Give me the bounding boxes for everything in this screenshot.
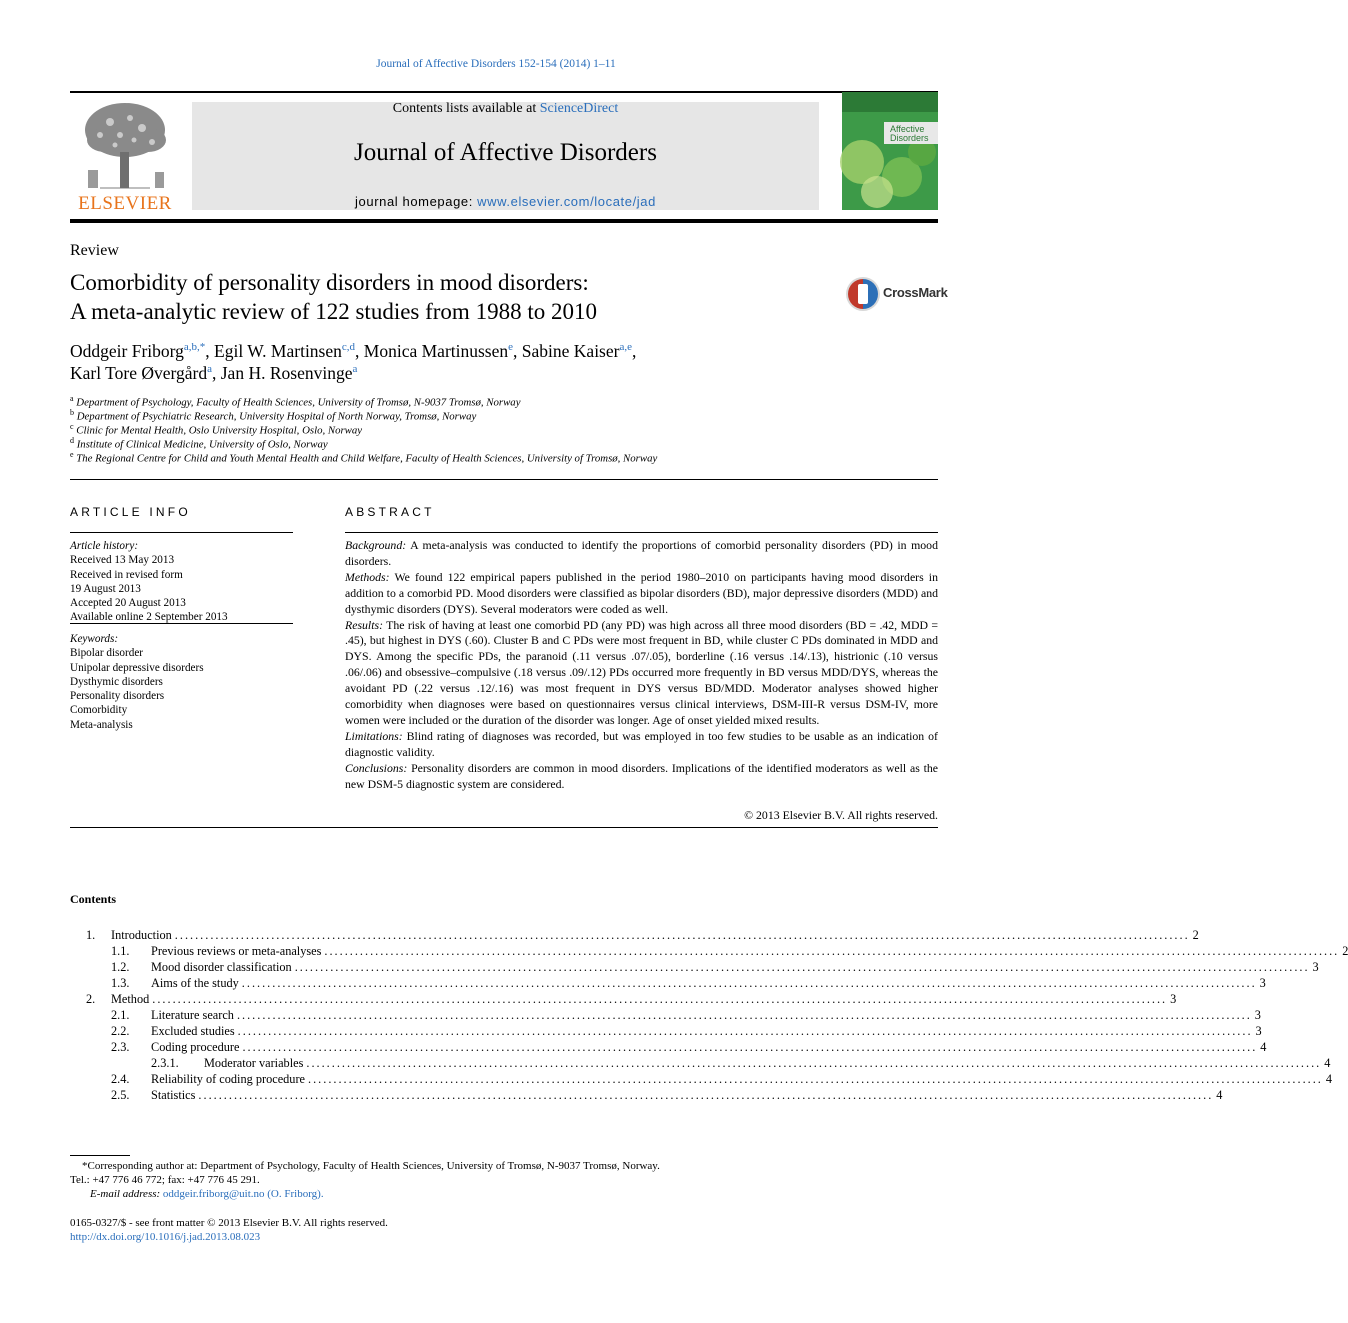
- toc-item-number: 2.: [86, 992, 96, 1006]
- toc-item-title: Introduction: [111, 928, 172, 942]
- cover-title-line1: Affective: [890, 124, 925, 134]
- author-name[interactable]: Karl Tore Øvergård: [70, 363, 208, 383]
- journal-citation[interactable]: Journal of Affective Disorders 152-154 (2014) 1–11: [376, 58, 616, 70]
- crossmark-badge[interactable]: [845, 276, 948, 312]
- affiliation-key: b: [70, 408, 74, 417]
- keyword-item: Comorbidity: [70, 704, 128, 717]
- affiliation-text: Institute of Clinical Medicine, University of Oslo, Norway: [76, 438, 328, 451]
- toc-item-page: 3: [1254, 1008, 1261, 1022]
- toc-item-title: Excluded studies: [151, 1024, 235, 1038]
- toc-item-page: 4: [1216, 1088, 1223, 1102]
- affiliation-key: d: [70, 436, 74, 445]
- elsevier-wordmark: ELSEVIER: [78, 193, 172, 214]
- toc-leader-dots: ........................................................................................................................................................................................................: [174, 928, 1190, 942]
- toc-item-title: Statistics: [151, 1088, 196, 1102]
- toc-item-number: 2.3.: [111, 1040, 130, 1054]
- abstract-section-text: We found 122 empirical papers published in the period 1980–2010 on participants having mood disorders in addition to a comorbid PD. Mood disorders were classified as bipolar disorders (BD), major depressive disorders (MDD) and dysthymic disorders (DYS). Several moderators were coded as well.: [345, 569, 938, 616]
- cover-title-line2: Disorders: [890, 133, 929, 143]
- abstract-section: [345, 761, 938, 793]
- email-note: [90, 1188, 324, 1200]
- toc-item[interactable]: [0, 1056, 1331, 1072]
- toc-item[interactable]: [0, 1088, 1223, 1104]
- abstract-section-label: Conclusions:: [345, 760, 408, 775]
- author-affiliation-marker[interactable]: c,d: [341, 341, 356, 354]
- toc-item-page: 4: [1325, 1072, 1333, 1086]
- author-name[interactable]: Monica Martinussen: [363, 341, 509, 361]
- toc-item-number: 1.1.: [111, 944, 130, 958]
- author-separator: ,: [513, 341, 522, 361]
- abstract-section: [345, 570, 938, 618]
- toc-item-page: 2: [1342, 944, 1348, 958]
- abstract-rule: [345, 532, 938, 533]
- history-item: 19 August 2013: [70, 582, 141, 595]
- toc-item-page: 2: [1192, 928, 1199, 942]
- toc-item-number: 1.2.: [111, 960, 130, 974]
- keywords-label: Keywords:: [70, 633, 119, 645]
- crossmark-label: CrossMark: [883, 285, 948, 300]
- toc-item-title: Mood disorder classification: [151, 960, 292, 974]
- keyword-item: Meta-analysis: [70, 718, 133, 731]
- abstract-heading: ABSTRACT: [345, 505, 435, 519]
- toc-item-number: 2.3.1.: [151, 1056, 179, 1070]
- toc-leader-dots: ........................................................................................................................................................................................................: [306, 1056, 1322, 1070]
- homepage-prefix: journal homepage:: [355, 194, 478, 209]
- toc-item-title: Reliability of coding procedure: [151, 1072, 306, 1086]
- abstract-section-text: A meta-analysis was conducted to identify the proportions of comorbid personality disorders (PD) in mood disorders.: [345, 538, 938, 568]
- abstract-section-text: Personality disorders are common in mood disorders. Implications of the identified moderators as well as the new DSM-5 diagnostic system are considered.: [345, 760, 939, 791]
- article-title-line2: A meta-analytic review of 122 studies from 1988 to 2010: [70, 299, 597, 324]
- affiliation-text: Clinic for Mental Health, Oslo University Hospital, Oslo, Norway: [76, 424, 363, 437]
- toc-leader-dots: ........................................................................................................................................................................................................: [241, 976, 1257, 990]
- author-affiliation-marker[interactable]: e: [508, 341, 514, 354]
- journal-title: Journal of Affective Disorders: [354, 139, 657, 166]
- header-thick-rule: [70, 219, 938, 223]
- affiliation-text: Department of Psychology, Faculty of Health Sciences, University of Tromsø, N-9037 Tromsø, Norway: [76, 396, 521, 409]
- toc-item-page: 3: [1312, 960, 1319, 974]
- history-item: Received in revised form: [70, 568, 183, 581]
- crossmark-icon: [845, 276, 881, 312]
- keyword-item: Unipolar depressive disorders: [70, 661, 204, 674]
- toc-item-page: 4: [1324, 1056, 1331, 1070]
- author-separator: ,: [205, 341, 215, 361]
- toc-item-number: 1.: [86, 928, 96, 942]
- author-affiliation-marker[interactable]: a,b,*: [183, 341, 206, 354]
- toc-item-number: 2.2.: [111, 1024, 130, 1038]
- toc-item[interactable]: [0, 928, 1199, 944]
- contents-prefix: Contents lists available at: [392, 101, 540, 116]
- toc-item[interactable]: [0, 944, 1348, 960]
- toc-item-page: 3: [1259, 976, 1266, 990]
- contents-available-line: [192, 101, 819, 117]
- toc-leader-dots: ........................................................................................................................................................................................................: [324, 944, 1340, 958]
- toc-leader-dots: ........................................................................................................................................................................................................: [152, 992, 1168, 1006]
- article-title-line1: Comorbidity of personality disorders in mood disorders:: [70, 270, 589, 295]
- keywords-block: [70, 632, 293, 732]
- toc-leader-dots: ........................................................................................................................................................................................................: [242, 1040, 1258, 1054]
- affiliation-item: [70, 450, 657, 465]
- toc-item[interactable]: [0, 992, 1177, 1008]
- article-info-rule: [70, 532, 293, 533]
- author-name[interactable]: Egil W. Martinsen: [214, 341, 342, 361]
- keyword-item: Dysthymic disorders: [70, 675, 163, 688]
- author-list-line2: [70, 363, 357, 384]
- affiliation-item: [70, 408, 476, 423]
- author-affiliation-marker[interactable]: a: [352, 363, 358, 376]
- toc-item-title: Method: [111, 992, 150, 1006]
- toc-leader-dots: ........................................................................................................................................................................................................: [198, 1088, 1214, 1102]
- author-separator: ,: [355, 341, 364, 361]
- toc-leader-dots: ........................................................................................................................................................................................................: [294, 960, 1310, 974]
- keyword-item: Bipolar disorder: [70, 647, 144, 660]
- history-item: Available online 2 September 2013: [70, 611, 228, 624]
- abstract-section-label: Methods:: [345, 569, 390, 584]
- affiliation-key: c: [70, 422, 74, 431]
- article-type: Review: [70, 242, 119, 259]
- email-label: E-mail address:: [90, 1188, 161, 1200]
- article-history-label: Article history:: [70, 540, 139, 552]
- toc-item[interactable]: [0, 976, 1266, 992]
- author-separator: ,: [212, 363, 221, 383]
- abstract-section-text: Blind rating of diagnoses was recorded, but was employed in too few studies to be usable as an indication of diagnostic validity.: [345, 728, 938, 759]
- journal-homepage-line: [192, 194, 819, 209]
- affiliation-key: e: [70, 450, 74, 459]
- abstract-section-label: Limitations:: [345, 728, 403, 743]
- toc-item-page: 4: [1260, 1040, 1267, 1054]
- article-history: [70, 539, 293, 625]
- abstract-copyright: © 2013 Elsevier B.V. All rights reserved.: [744, 808, 938, 822]
- author-name[interactable]: Oddgeir Friborg: [70, 341, 184, 361]
- keyword-item: Personality disorders: [70, 690, 165, 703]
- author-list-line1: [70, 341, 636, 362]
- toc-item[interactable]: [0, 960, 1319, 976]
- issn-note: 0165-0327/$ - see front matter © 2013 Elsevier B.V. All rights reserved.: [70, 1217, 388, 1229]
- tel-fax-note: Tel.: +47 776 46 772; fax: +47 776 45 291.: [70, 1174, 260, 1186]
- abstract-section: [345, 538, 938, 570]
- toc-item-number: 2.1.: [111, 1008, 130, 1022]
- toc-item-page: 3: [1255, 1024, 1262, 1038]
- footnote-rule: [70, 1155, 130, 1156]
- abstract-section: [345, 729, 938, 761]
- toc-item[interactable]: [0, 1024, 1262, 1040]
- abstract-section: [345, 618, 938, 729]
- toc-item-number: 2.5.: [111, 1088, 130, 1102]
- author-name[interactable]: Sabine Kaiser: [521, 341, 620, 361]
- abstract-section-text: The risk of having at least one comorbid PD (any PD) was high across all three mood disorders (BD = .42, MDD = .45), but highest in DYS (.60). Cluster B and C PDs were most frequent in BD, while cluster C PDs dominated in MDD and DYS. Among the specific PDs, the paranoid (.11 versus .07/.05), borderline (.16 versus .14/.13), histrionic (.10 versus .06/.06) and obsessive–compulsive (.18 versus .09/.12) PDs occurred more frequently in BD versus MDD/DYS, whereas the avoidant PD (.22 versus .12/.16) was most frequent in DYS versus BD/MDD. Moderator analyses showed higher comorbidity when diagnoses were based on questionnaires versus clinical interviews, DSM-III-R versus DSM-IV, more women were included or the duration of the disorder was longer. Age of onset yielded mixed results.: [345, 617, 938, 727]
- toc-leader-dots: ........................................................................................................................................................................................................: [308, 1072, 1323, 1086]
- history-item: Received 13 May 2013: [70, 554, 175, 567]
- toc-item[interactable]: [0, 1072, 1333, 1088]
- toc-item-title: Previous reviews or meta-analyses: [151, 944, 322, 958]
- journal-cover-thumbnail[interactable]: [842, 92, 938, 210]
- toc-item-title: Aims of the study: [151, 976, 239, 990]
- abstract-body: [345, 538, 938, 793]
- affiliation-text: The Regional Centre for Child and Youth Mental Health and Child Welfare, Faculty of Health Sciences, University of Tromsø, Norway: [76, 452, 658, 465]
- toc-leader-dots: ........................................................................................................................................................................................................: [237, 1024, 1253, 1038]
- sciencedirect-link[interactable]: ScienceDirect: [539, 101, 619, 116]
- section-rule: [70, 479, 938, 480]
- toc-item-title: Moderator variables: [204, 1056, 304, 1070]
- affiliation-item: [70, 394, 521, 409]
- abstract-section-label: Background:: [345, 538, 407, 552]
- affiliation-key: a: [70, 394, 74, 403]
- toc-item-title: Coding procedure: [151, 1040, 240, 1054]
- homepage-link[interactable]: www.elsevier.com/locate/jad: [477, 194, 656, 209]
- email-link[interactable]: oddgeir.friborg@uit.no (O. Friborg).: [162, 1188, 324, 1200]
- toc-item-title: Literature search: [151, 1008, 234, 1022]
- toc-item-number: 2.4.: [111, 1072, 130, 1086]
- affiliation-item: [70, 422, 362, 437]
- toc-item[interactable]: [0, 1008, 1261, 1024]
- article-info-rule-2: [70, 623, 293, 624]
- header-rule: [70, 91, 938, 93]
- affiliation-text: Department of Psychiatric Research, University Hospital of North Norway, Tromsø, Norway: [76, 410, 477, 423]
- toc-item-number: 1.3.: [111, 976, 130, 990]
- author-name[interactable]: Jan H. Rosenvinge: [220, 363, 353, 383]
- toc-item[interactable]: [0, 1040, 1267, 1056]
- abstract-bottom-rule: [70, 827, 938, 828]
- history-item: Accepted 20 August 2013: [70, 597, 186, 610]
- toc-leader-dots: ........................................................................................................................................................................................................: [236, 1008, 1252, 1022]
- corresponding-author-note: *Corresponding author at: Department of Psychology, Faculty of Health Sciences, University of Tromsø, N-9037 Tromsø, Norway.: [82, 1160, 660, 1172]
- author-separator: ,: [631, 341, 637, 361]
- doi-link[interactable]: http://dx.doi.org/10.1016/j.jad.2013.08.023: [70, 1231, 261, 1243]
- toc-item-page: 3: [1170, 992, 1177, 1006]
- abstract-section-label: Results:: [345, 617, 384, 632]
- author-affiliation-marker[interactable]: a,e: [619, 341, 632, 354]
- affiliation-item: [70, 436, 328, 451]
- article-info-heading: ARTICLE INFO: [70, 505, 191, 519]
- contents-heading: Contents: [70, 892, 117, 906]
- author-affiliation-marker[interactable]: a: [207, 363, 212, 376]
